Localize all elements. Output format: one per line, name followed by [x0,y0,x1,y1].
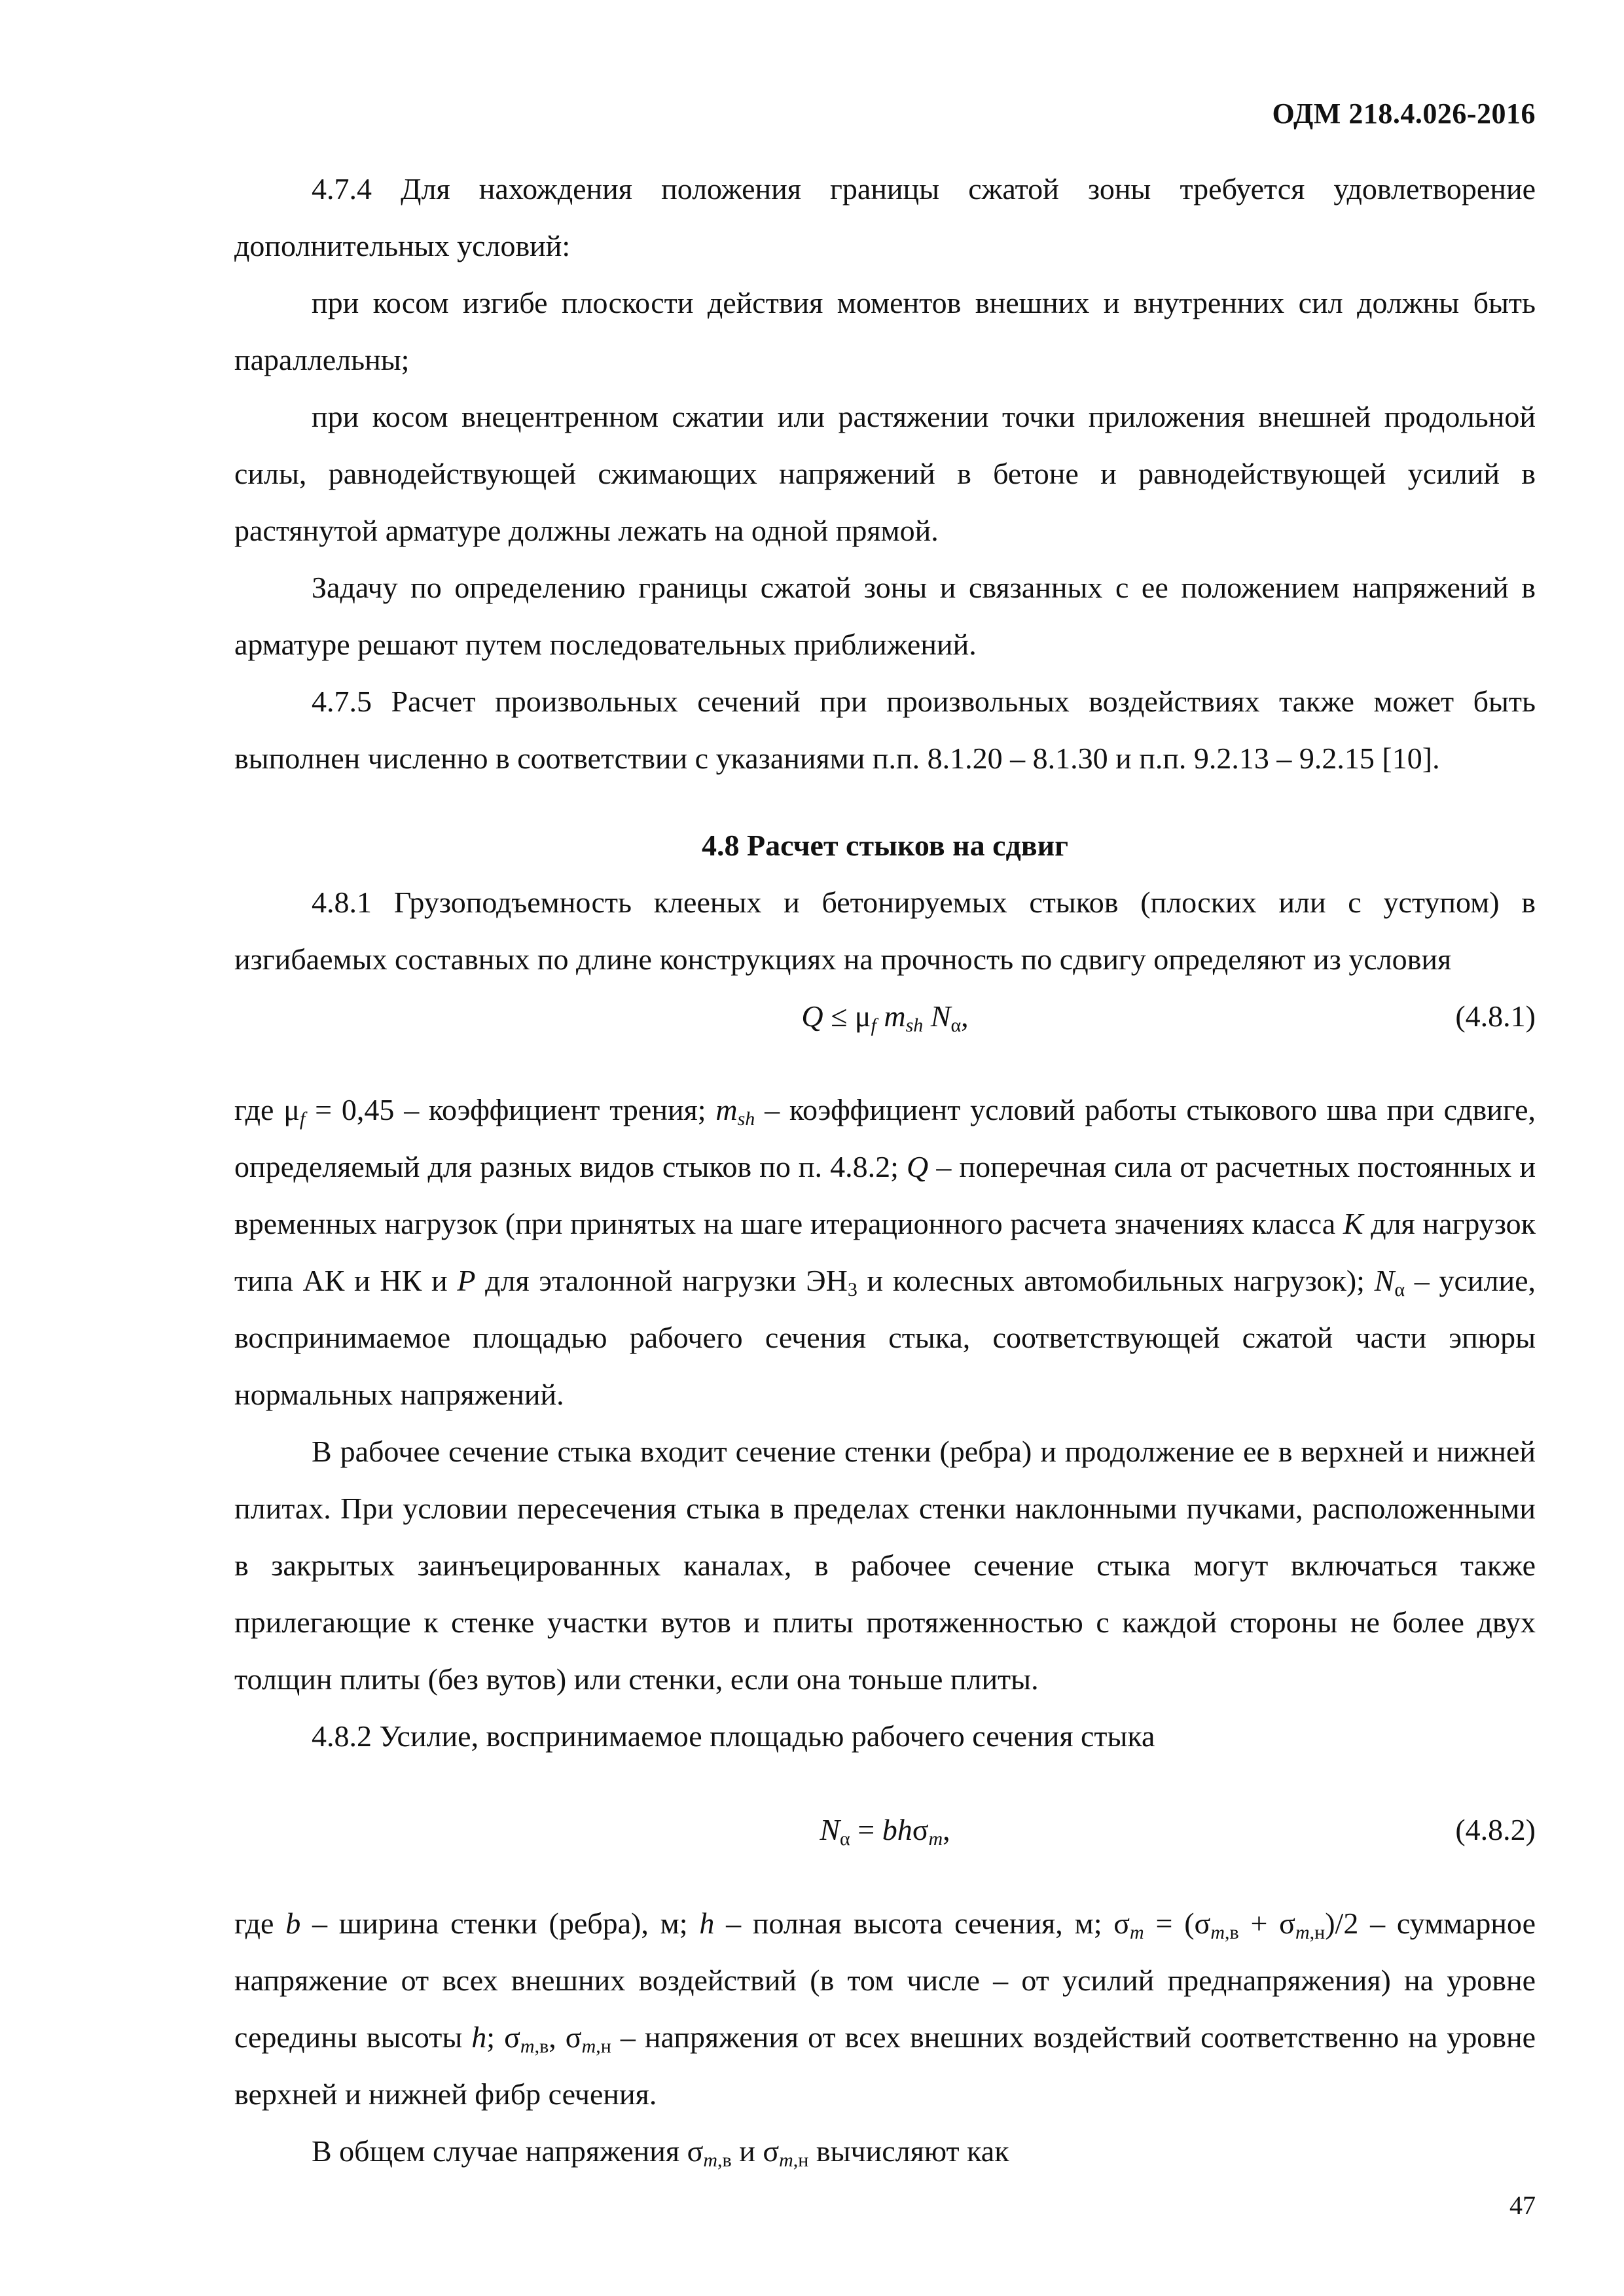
paragraph-4-7-5: 4.7.5 Расчет произвольных сечений при произвольных воздействиях также может быть выполнен численно в соответствии с указаниями п.п. 8.1.20 – 8.1.30 и п.п. 9.2.13 – 9.2.15 [10]. [234,685,1536,775]
formula-4-8-1-number: (4.8.1) [1455,999,1536,1033]
paragraph-4-8-2: 4.8.2 Усилие, воспринимаемое площадью рабочего сечения стыка [312,1719,1155,1753]
page-body [234,160,1536,2179]
document-code-header: ОДМ 218.4.026-2016 [1272,98,1536,130]
formula-4-8-1-expression: $Q \le \mu_f$ $m_{sh}$ $N_\alpha$, [801,999,969,1036]
paragraph-working-section: В рабочее сечение стыка входит сечение стенки (ребра) и продолжение ее в верхней и нижней плитах. При условии пересечения стыка в пределах стенки наклонными пучками, расположенными в закрытых заинъецированных каналах, в рабочее сечение стыка могут включаться также прилегающие к стенке участки вутов и плиты протяженностью с каждой стороны не более двух толщин плиты (без вутов) или стенки, если она тоньше плиты. [234,1435,1536,1696]
paragraph-oblique-compression: при косом внецентренном сжатии или растяжении точки приложения внешней продольной силы, равнодействующей сжимающих напряжений в бетоне и равнодействующей усилий в растянутой арматуре должны лежать на одной прямой. [234,400,1536,547]
formula-4-8-2-expression: $N_\alpha = bh\sigma_m$, [820,1813,950,1850]
formula-4-8-1 [234,988,1536,1045]
formula-4-8-2 [234,1801,1536,1858]
paragraph-formula-4-8-1-explanation: где $\mu_f = 0,45$ – коэффициент трения; $m_{sh}$ – коэффициент условий работы стыкового шва при сдвиге, определяемый для разных видов стыков по п. 4.8.2; Q – поперечная сила от расчетных постоянных и временных нагрузок (при принятых на шаге итерационного расчета значениях класса К для нагрузок типа АК и НК и P для эталонной нагрузки $ЭН_3$ и колесных автомобильных нагрузок); $N_\alpha$ – усилие, воспринимаемое площадью рабочего сечения стыка, соответствующей сжатой части эпюры нормальных напряжений. [234,1093,1536,1411]
paragraph-general-case: В общем случае напряжения $\sigma_{m,в}$ и $\sigma_{m,н}$ вычисляют как [312,2134,1009,2171]
paragraph-oblique-bending: при косом изгибе плоскости действия моментов внешних и внутренних сил должны быть параллельны; [234,286,1536,376]
paragraph-4-8-1: 4.8.1 Грузоподъемность клееных и бетонируемых стыков (плоских или с уступом) в изгибаемых составных по длине конструкциях на прочность по сдвигу определяют из условия [234,886,1536,976]
paragraph-4-7-4: 4.7.4 Для нахождения положения границы сжатой зоны требуется удовлетворение дополнительных условий: [234,172,1536,262]
formula-4-8-2-number: (4.8.2) [1455,1813,1536,1846]
section-title-4-8: 4.8 Расчет стыков на сдвиг [702,829,1068,862]
paragraph-formula-4-8-2-explanation: где b – ширина стенки (ребра), м; h – полная высота сечения, м; $\sigma_m = (\sigma_{m,в} + \sigma_{m,н})/2$ – суммарное напряжение от всех внешних воздействий (в том числе – от усилий преднапряжения) на уровне середины высоты h; $\sigma_{m,в}$, $\sigma_{m,н}$ – напряжения от всех внешних воздействий соответственно на уровне верхней и нижней фибр сечения. [234,1907,1536,2111]
paragraph-iterative-solution: Задачу по определению границы сжатой зоны и связанных с ее положением напряжений в арматуре решают путем последовательных приближений. [234,571,1536,661]
page-number: 47 [1509,2191,1536,2220]
